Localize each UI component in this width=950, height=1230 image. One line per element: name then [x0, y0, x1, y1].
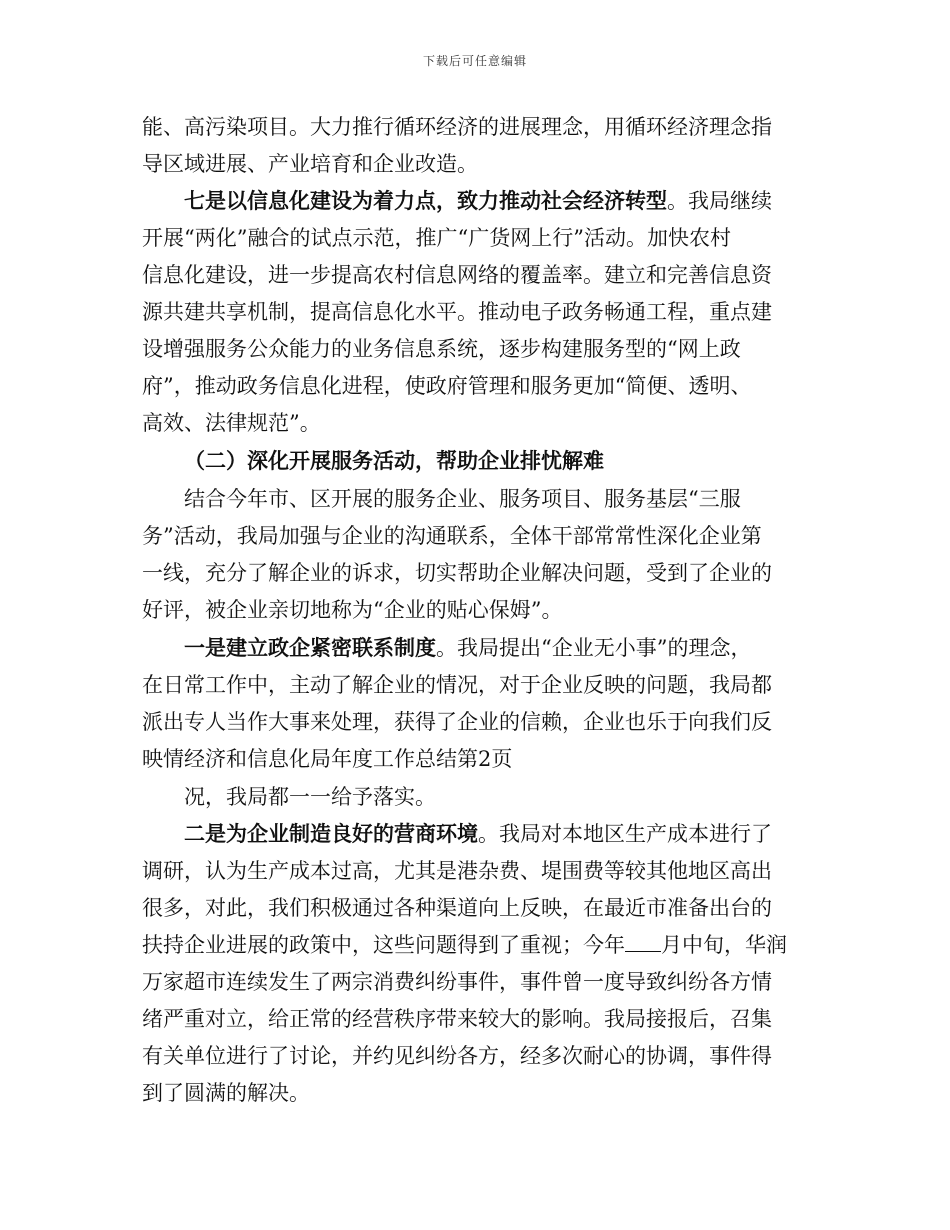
- text-line-2: 导区域进展、产业培育和企业改造。: [142, 152, 478, 176]
- subsection-heading-2: （二）深化开展服务活动，帮助企业排忧解难: [184, 448, 604, 473]
- text-line-15: [184, 636, 751, 660]
- text-line-23-before: 扶持企业进展的政策中，这些问题得到了重视；今年: [142, 933, 625, 957]
- text-line-7: 设增强服务公众能力的业务信息系统，逐步构建服务型的“网上政: [142, 337, 741, 361]
- text-line-27: 到了圆满的解决。: [142, 1081, 310, 1105]
- page-header: 下载后可任意编辑: [422, 54, 527, 68]
- text-line-3-rest: 。我局继续: [667, 189, 772, 213]
- text-line-17: 派出专人当作大事来处理，获得了企业的信赖，企业也乐于向我们反: [142, 710, 772, 734]
- text-line-21: 调研，认为生产成本过高，尤其是港杂费、堤围费等较其他地区高出: [142, 859, 772, 883]
- text-line-11: 结合今年市、区开展的服务企业、服务项目、服务基层“三服: [184, 487, 741, 511]
- text-line-20-rest: 。我局对本地区生产成本进行了: [478, 822, 772, 846]
- text-line-23-after: 月中旬，华润: [661, 933, 787, 957]
- text-line-26: 有关单位进行了讨论，并约见纠纷各方，经多次耐心的协调，事件得: [142, 1044, 772, 1068]
- text-line-4: 开展“两化”融合的试点示范，推广“广货网上行”活动。加快农村: [142, 226, 731, 250]
- text-line-20: [184, 822, 772, 846]
- text-line-3: [184, 189, 772, 213]
- section-heading-2: 二是为企业制造良好的营商环境: [184, 821, 478, 846]
- text-line-25: 绪严重对立，给正常的经营秩序带来较大的影响。我局接报后，召集: [142, 1007, 772, 1031]
- text-line-5: 信息化建设，进一步提高农村信息网络的覆盖率。建立和完善信息资: [142, 263, 772, 287]
- text-line-8: 府”，推动政务信息化进程，使政府管理和服务更加“简便、透明、: [142, 374, 752, 398]
- text-line-22: 很多，对此，我们积极通过各种渠道向上反映，在最近市准备出台的: [142, 896, 772, 920]
- section-heading-1: 一是建立政企紧密联系制度: [184, 635, 436, 660]
- text-line-23: [142, 933, 787, 957]
- text-line-13: 一线，充分了解企业的诉求，切实帮助企业解决问题，受到了企业的: [142, 561, 772, 585]
- blank-underline: [625, 933, 661, 952]
- text-line-9: 高效、法律规范”。: [142, 411, 321, 435]
- text-line-24: 万家超市连续发生了两宗消费纠纷事件，事件曾一度导致纠纷各方情: [142, 970, 772, 994]
- text-line-14: 好评，被企业亲切地称为“企业的贴心保姆”。: [142, 598, 563, 622]
- text-line-16: 在日常工作中，主动了解企业的情况，对于企业反映的问题，我局都: [142, 673, 772, 697]
- section-heading-7: 七是以信息化建设为着力点，致力推动社会经济转型: [184, 188, 667, 213]
- text-line-15-rest: 。我局提出“企业无小事”的理念，: [436, 636, 752, 660]
- text-line-1: 能、高污染项目。大力推行循环经济的进展理念，用循环经济理念指: [142, 115, 772, 139]
- text-line-19: 况，我局都一一给予落实。: [184, 785, 436, 809]
- text-line-18: 映情经济和信息化局年度工作总结第2页: [142, 747, 513, 771]
- text-line-12: 务”活动，我局加强与企业的沟通联系，全体干部常常性深化企业第: [142, 524, 762, 548]
- text-line-6: 源共建共享机制，提高信息化水平。推动电子政务畅通工程，重点建: [142, 300, 772, 324]
